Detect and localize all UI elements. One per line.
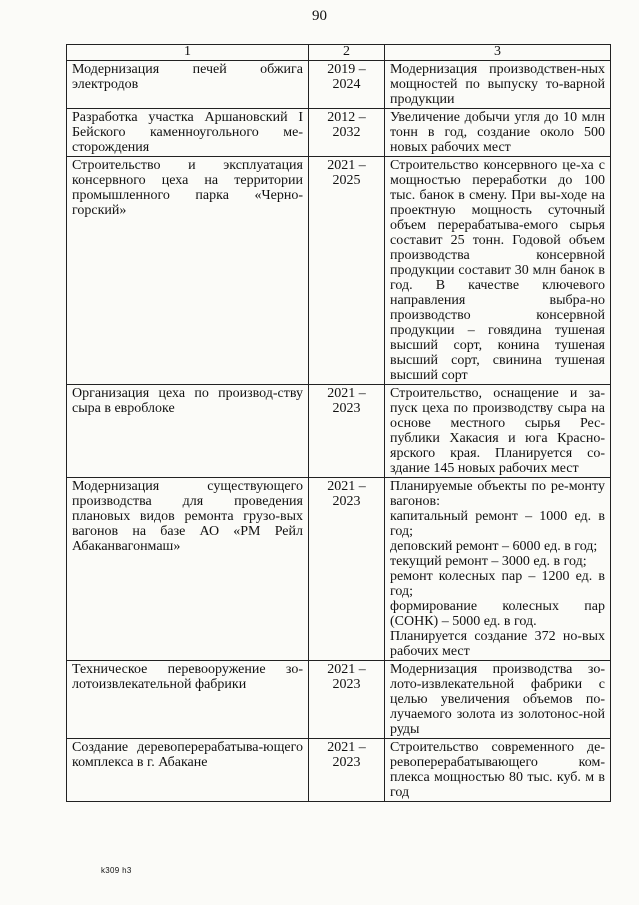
description-line: Планируемые объекты по ре-монту вагонов: (390, 479, 605, 509)
period-line: 2019 – (327, 62, 366, 77)
table-row (67, 661, 611, 739)
period-line: 2021 – (327, 386, 366, 401)
description-line: Модернизация производствен-ных мощностей по выпуску то-варной продукции (390, 62, 605, 107)
column-header-3: 3 (385, 45, 611, 61)
project-name: Техническое перевооружение зо-лотоизвлекательной фабрики (67, 661, 309, 739)
project-name: Организация цеха по производ-ству сыра в евроблоке (67, 385, 309, 478)
period-line: 2023 (332, 494, 361, 509)
description-line: деповский ремонт – 6000 ед. в год; (390, 539, 598, 554)
project-name: Модернизация печей обжига электродов (67, 61, 309, 109)
project-period (309, 739, 385, 802)
project-name: Создание деревоперерабатыва-ющего комплекса в г. Абакане (67, 739, 309, 802)
project-period (309, 385, 385, 478)
description-line: капитальный ремонт – 1000 ед. в год; (390, 509, 605, 539)
table-row (67, 157, 611, 385)
project-name: Модернизация существующего производства для проведения плановых видов ремонта грузо-вых вагонов на базе АО «РМ Рейл Абаканвагонмаш» (67, 478, 309, 661)
period-line: 2012 – (327, 110, 366, 125)
description-line: Планируется создание 372 но-вых рабочих мест (390, 629, 605, 659)
description-line: Строительство консервного це-ха с мощностью переработки до 100 тыс. банок в смену. При вы-ходе на проектную мощность суточный объем перерабатыва-емого сырья составит 25 тонн. Годовой объем производства консервной продукции составит 30 млн банок в год. В качестве ключевого направления выбра-но производство консервной продукции – говядина тушеная высший сорт, конина тушеная высший сорт, свинина тушеная высший сорт (390, 158, 605, 383)
page-number: 90 (312, 8, 327, 24)
footer-code: k309 h3 (101, 866, 132, 875)
period-line: 2023 (332, 401, 361, 416)
period-line: 2021 – (327, 479, 366, 494)
table-row (67, 61, 611, 109)
column-header-2: 2 (309, 45, 385, 61)
project-description (385, 661, 611, 739)
column-header-1: 1 (67, 45, 309, 61)
description-line: ремонт колесных пар – 1200 ед. в год; (390, 569, 605, 599)
description-line: формирование колесных пар (СОНК) – 5000 ед. в год. (390, 599, 605, 629)
period-line: 2032 (332, 125, 361, 140)
project-name: Строительство и эксплуатация консервного цеха на территории промышленного парка «Черно-горский» (67, 157, 309, 385)
project-description (385, 478, 611, 661)
period-line: 2021 – (327, 158, 366, 173)
period-line: 2023 (332, 755, 361, 770)
period-line: 2021 – (327, 740, 366, 755)
table-row (67, 109, 611, 157)
period-line: 2021 – (327, 662, 366, 677)
project-period (309, 661, 385, 739)
project-description (385, 109, 611, 157)
period-line: 2023 (332, 677, 361, 692)
description-line: Увеличение добычи угля до 10 млн тонн в год, создание около 500 новых рабочих мест (390, 110, 605, 155)
table-row (67, 478, 611, 661)
description-line: Модернизация производства зо-лото-извлекательной фабрики с целью увеличения объемов по-лучаемого золота из золотонос-ной руды (390, 662, 605, 737)
project-name: Разработка участка Аршановский I Бейского каменноугольного ме-сторождения (67, 109, 309, 157)
table-header-row (67, 45, 611, 61)
table-row (67, 385, 611, 478)
period-line: 2025 (332, 173, 361, 188)
project-description (385, 157, 611, 385)
project-description (385, 61, 611, 109)
project-period (309, 157, 385, 385)
project-period (309, 109, 385, 157)
description-line: Строительство современного де-ревоперерабатывающего ком-плекса мощностью 80 тыс. куб. м в год (390, 740, 605, 800)
description-line: Строительство, оснащение и за-пуск цеха по производству сыра на основе местного сырья Рес-публики Хакасия и юга Красно-ярского края. Планируется со-здание 145 новых рабочих мест (390, 386, 605, 476)
project-description (385, 385, 611, 478)
table-row (67, 739, 611, 802)
project-description (385, 739, 611, 802)
description-line: текущий ремонт – 3000 ед. в год; (390, 554, 587, 569)
period-line: 2024 (332, 77, 361, 92)
projects-table (66, 44, 611, 802)
project-period (309, 478, 385, 661)
project-period (309, 61, 385, 109)
